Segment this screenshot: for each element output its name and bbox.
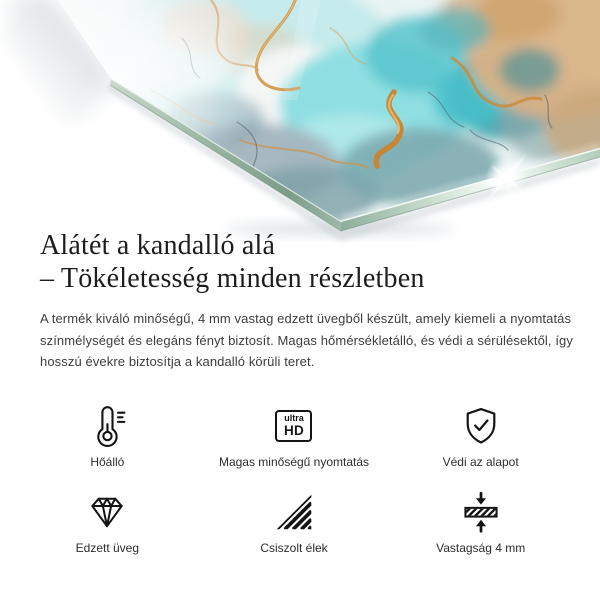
feature-thickness-4mm <box>387 489 574 556</box>
description-line: színmélységét és elegáns fényt biztosít. Magas hőmérsékletálló, és védi a sérülésektől, így <box>40 332 573 348</box>
feature-polished-edges <box>201 489 388 556</box>
feature-heat-resistant <box>14 403 201 470</box>
feature-protects-base <box>387 403 574 470</box>
thickness-icon <box>459 490 503 534</box>
description-line: A termék kiváló minőségű, 4 mm vastag edzett üvegből készült, amely kiemeli a nyomtatás <box>40 311 572 326</box>
product-image <box>0 0 600 246</box>
feature-ultra-hd-print <box>201 403 388 470</box>
shield-check-icon <box>459 404 503 448</box>
polished-edges-icon <box>272 490 316 534</box>
feature-label: Csiszolt élek <box>260 541 328 555</box>
feature-label: Hőálló <box>90 455 125 469</box>
features-grid <box>14 403 574 556</box>
product-description <box>40 308 580 373</box>
feature-label: Magas minőségű nyomtatás <box>218 455 370 469</box>
page-title <box>40 229 425 295</box>
feature-label: Vastagság 4 mm <box>436 541 526 555</box>
description-line: hosszú évekre biztosítja a kandalló körüli teret. <box>40 354 315 370</box>
ultra-hd-icon: ultra HD <box>275 410 312 442</box>
thermometer-icon <box>85 404 129 448</box>
feature-label: Edzett üveg <box>75 541 140 555</box>
feature-tempered-glass <box>14 489 201 556</box>
diamond-icon <box>85 490 129 534</box>
feature-label: Védi az alapot <box>442 455 519 469</box>
title-line-2: – Tökéletesség minden részletben <box>40 263 425 294</box>
title-line-1: Alátét a kandalló alá <box>40 230 276 261</box>
